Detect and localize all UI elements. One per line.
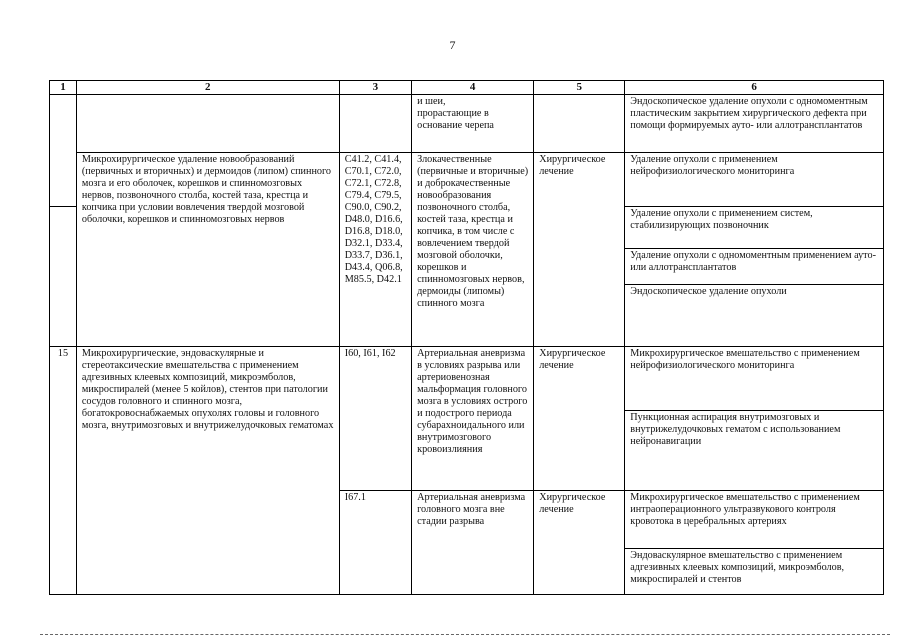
cell-codes: I60, I61, I62 xyxy=(339,347,411,491)
cell-name xyxy=(76,95,339,153)
cell-codes: C41.2, C41.4, C70.1, C72.0, C72.1, C72.8, C79.4, C79.5, C90.0, C90.2, D48.0, D16.6, D16.8, D18.0, D32.1, D33.4, D33.7, D36.1, D43.4, Q06.8, M85.5, D42.1 xyxy=(339,153,411,347)
header-col-3: 3 xyxy=(339,81,411,95)
table-row xyxy=(50,153,884,207)
header-col-5: 5 xyxy=(534,81,625,95)
header-col-2: 2 xyxy=(76,81,339,95)
cell-number xyxy=(50,207,77,347)
header-col-4: 4 xyxy=(412,81,534,95)
cell-codes xyxy=(339,95,411,153)
cell-method: Пункционная аспирация внутримозговых и внутрижелудочковых гематом с использованием нейронавигации xyxy=(625,411,884,491)
cell-method: Эндоскопическое удаление опухоли с одномоментным пластическим закрытием хирургического дефекта при помощи формируемых ауто- или аллотрансплантатов xyxy=(625,95,884,153)
header-col-1: 1 xyxy=(50,81,77,95)
cell-treatment: Хирургическое лечение xyxy=(534,347,625,491)
cell-method: Эндоскопическое удаление опухоли xyxy=(625,285,884,347)
cell-diagnosis: и шеи, прорастающие в основание черепа xyxy=(412,95,534,153)
cell-method: Эндоваскулярное вмешательство с применением адгезивных клеевых композиций, микроэмболов, микроспиралей и стентов xyxy=(625,549,884,595)
cell-method: Микрохирургическое вмешательство с применением нейрофизиологического мониторинга xyxy=(625,347,884,411)
cell-method: Удаление опухоли с применением нейрофизиологического мониторинга xyxy=(625,153,884,207)
cell-diagnosis: Артериальная аневризма головного мозга вне стадии разрыва xyxy=(412,491,534,595)
cell-codes: I67.1 xyxy=(339,491,411,595)
scan-edge-line xyxy=(40,634,890,635)
table-row xyxy=(50,95,884,153)
page-number: 7 xyxy=(449,38,456,52)
header-row xyxy=(50,81,884,95)
cell-name: Микрохирургическое удаление новообразований (первичных и вторичных) и дермоидов (липом) спинного мозга и его оболочек, корешков и спинномозговых нервов, позвоночного столба, костей таза, крестца и копчика при условии вовлечения твердой мозговой оболочки, корешков и спинномозговых нервов xyxy=(76,153,339,347)
cell-method: Микрохирургическое вмешательство с применением интраоперационного ультразвукового контроля кровотока в церебральных артериях xyxy=(625,491,884,549)
cell-treatment: Хирургическое лечение xyxy=(534,491,625,595)
cell-number: 15 xyxy=(50,347,77,595)
cell-treatment: Хирургическое лечение xyxy=(534,153,625,347)
services-table xyxy=(49,80,884,595)
cell-treatment xyxy=(534,95,625,153)
cell-name: Микрохирургические, эндоваскулярные и стереотаксические вмешательства с применением адгезивных клеевых композиций, микроэмболов, микроспиралей (менее 5 койлов), стентов при патологии сосудов головного и спинного мозга, богатокровоснабжаемых опухолях головы и головного мозга, внутримозговых и внутрижелудочковых гематомах xyxy=(76,347,339,595)
cell-method: Удаление опухоли с применением систем, стабилизирующих позвоночник xyxy=(625,207,884,249)
header-col-6: 6 xyxy=(625,81,884,95)
cell-diagnosis: Злокачественные (первичные и вторичные) и доброкачественные новообразования позвоночного столба, костей таза, крестца и копчика, в том числе с вовлечением твердой мозговой оболочки, корешков и спинномозговых нервов, дермоиды (липомы) спинного мозга xyxy=(412,153,534,347)
cell-method: Удаление опухоли с одномоментным применением ауто- или аллотрансплантатов xyxy=(625,249,884,285)
cell-diagnosis: Артериальная аневризма в условиях разрыва или артериовенозная мальформация головного мозга в условиях острого и подострого периода субарахноидального или внутримозгового кровоизлияния xyxy=(412,347,534,491)
table-row xyxy=(50,347,884,411)
cell-number xyxy=(50,95,77,207)
